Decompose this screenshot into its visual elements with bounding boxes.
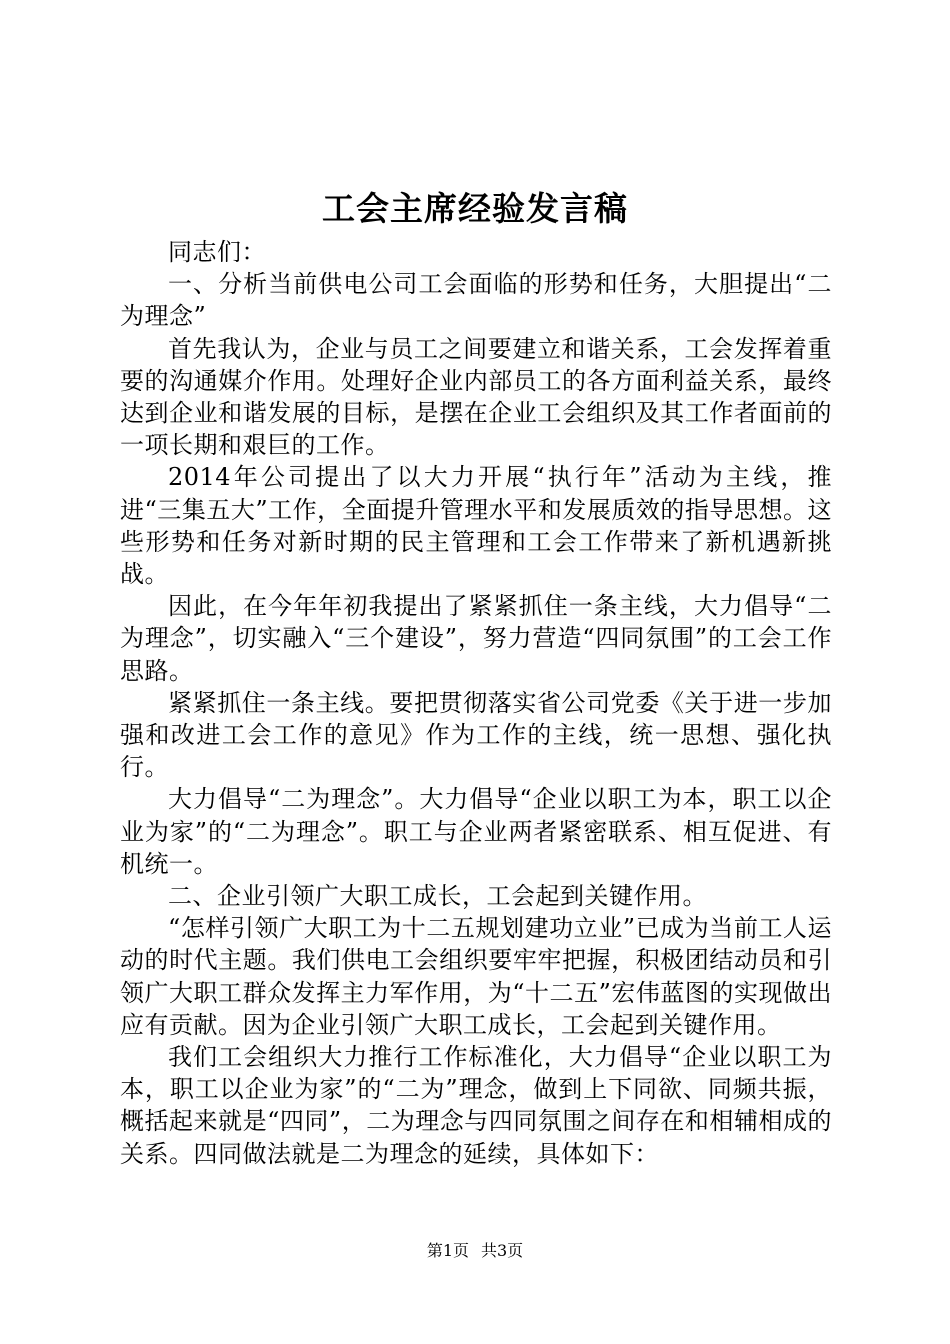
paragraph-section-1-heading: 一、分析当前供电公司工会面临的形势和任务，大胆提出“二为理念” xyxy=(120,270,832,331)
paragraph: 因此，在今年年初我提出了紧紧抓住一条主线，大力倡导“二为理念”，切实融入“三个建设”，努力营造“四同氛围”的工会工作思路。 xyxy=(120,592,832,685)
paragraph: 紧紧抓住一条主线。要把贯彻落实省公司党委《关于进一步加强和改进工会工作的意见》作为工作的主线，统一思想、强化执行。 xyxy=(120,688,832,782)
paragraph: “怎样引领广大职工为十二五规划建功立业”已成为当前工人运动的时代主题。我们供电工会组织要牢牢把握，积极团结动员和引领广大职工群众发挥主力军作用，为“十二五”宏伟蓝图的实现做出应有贡献。因为企业引领广大职工成长，工会起到关键作用。 xyxy=(120,914,832,1039)
paragraph: 我们工会组织大力推行工作标准化，大力倡导“企业以职工为本，职工以企业为家”的“二为”理念，做到上下同欲、同频共振，概括起来就是“四同”，二为理念与四同氛围之间存在和相辅相成的关系。四同做法就是二为理念的延续，具体如下： xyxy=(120,1043,832,1168)
page-footer xyxy=(0,1240,950,1262)
page-number: 第1页 xyxy=(426,1241,469,1260)
paragraph-section-2-heading: 二、企业引领广大职工成长，工会起到关键作用。 xyxy=(168,882,707,911)
paragraph: 首先我认为，企业与员工之间要建立和谐关系，工会发挥着重要的沟通媒介作用。处理好企业内部员工的各方面利益关系，最终达到企业和谐发展的目标，是摆在企业工会组织及其工作者面前的一项长期和艰巨的工作。 xyxy=(120,334,832,460)
document-body xyxy=(120,236,832,1170)
document-title: 工会主席经验发言稿 xyxy=(322,189,628,228)
paragraph-greeting: 同志们： xyxy=(168,238,266,266)
paragraph: 大力倡导“二为理念”。大力倡导“企业以职工为本，职工以企业为家”的“二为理念”。职工与企业两者紧密联系、相互促进、有机统一。 xyxy=(120,785,832,878)
page-total: 共3页 xyxy=(481,1241,524,1260)
paragraph: 2014年公司提出了以大力开展“执行年”活动为主线，推进“三集五大”工作，全面提升管理水平和发展质效的指导思想。这些形势和任务对新时期的民主管理和工会工作带来了新机遇新挑战。 xyxy=(120,463,832,589)
